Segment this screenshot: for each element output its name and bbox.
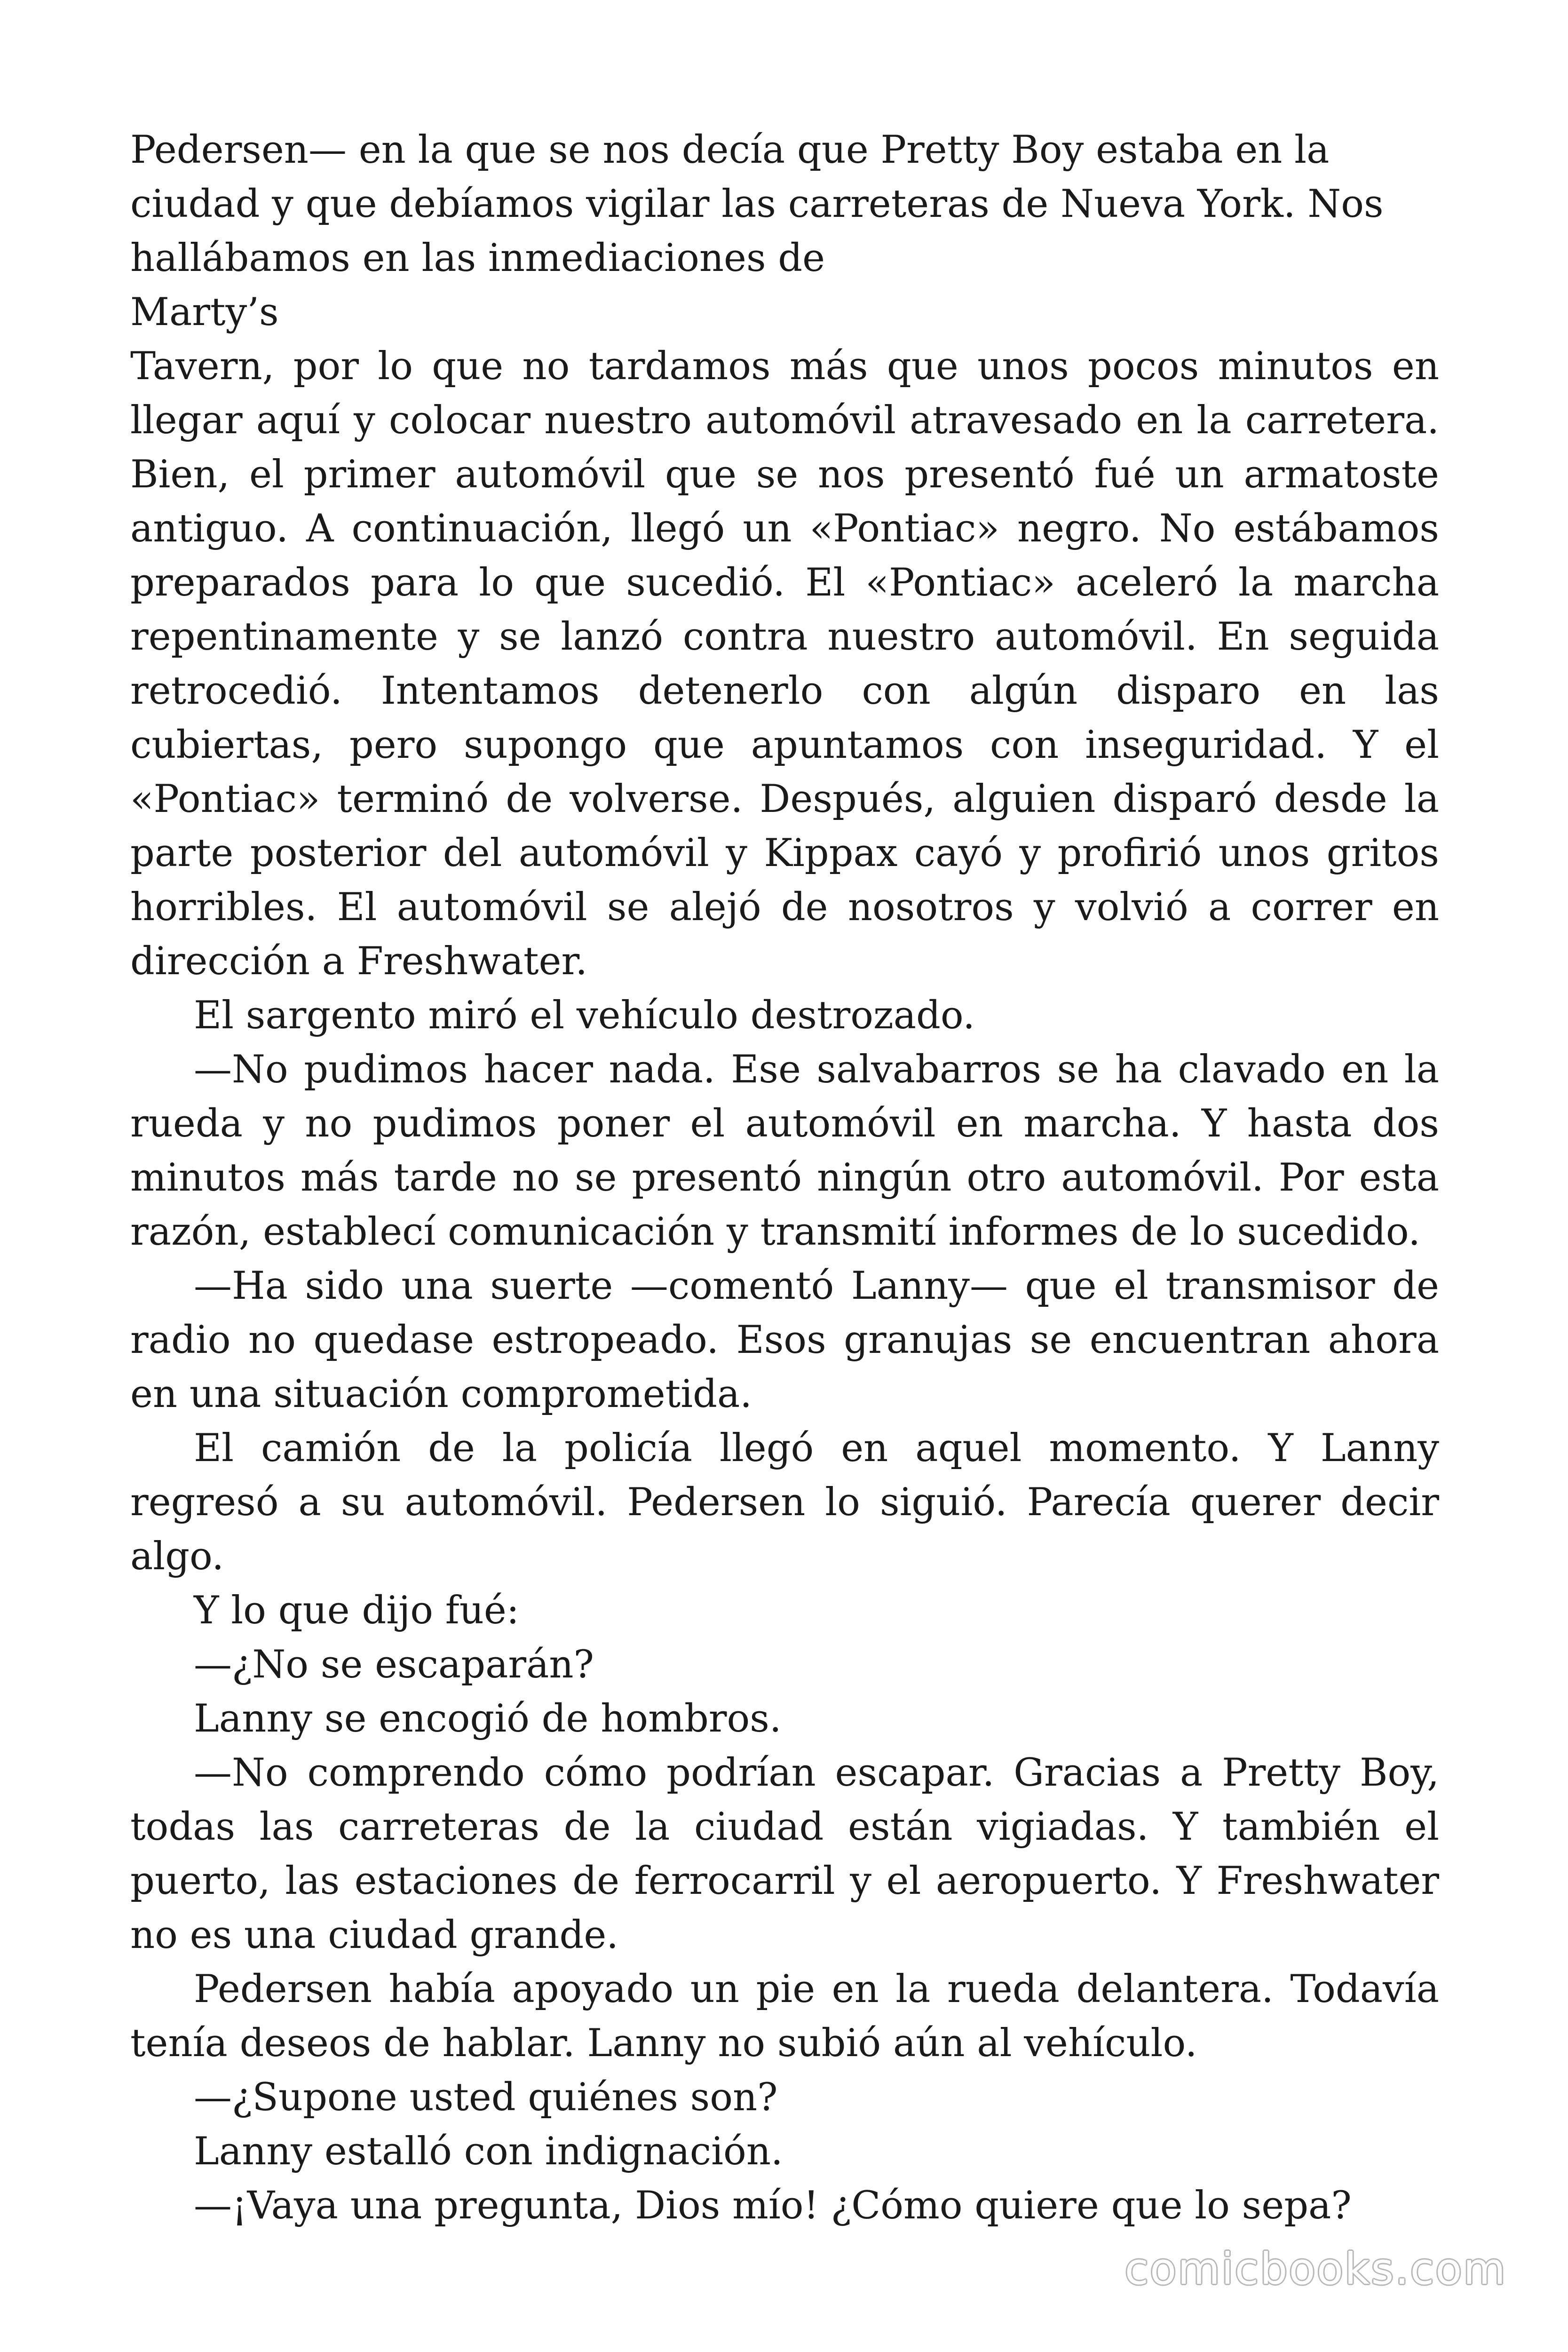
paragraph-4: El sargento miró el vehículo destrozado.: [194, 993, 975, 1038]
paragraph-7: El camión de la policía llegó en aquel momento. Y Lanny regresó a su automóvil. Pedersen lo siguió. Parecía querer decir algo.: [130, 1426, 1439, 1579]
paragraph-10: Lanny se encogió de hombros.: [194, 1697, 782, 1741]
paragraph-3: Tavern, por lo que no tardamos más que unos pocos minutos en llegar aquí y colocar nuestro automóvil atravesado en la carretera. Bien, el primer automóvil que se nos presentó fué un armatoste antiguo. A continuación, llegó un «Pontiac» negro. No estábamos preparados para lo que sucedió. El «Pontiac» aceleró la marcha repentinamente y se lanzó contra nuestro automóvil. En seguida retrocedió. Intentamos detenerlo con algún disparo en las cubiertas, pero supongo que apuntamos con inseguridad. Y el «Pontiac» terminó de volverse. Después, alguien disparó desde la parte posterior del automóvil y Kippax cayó y profirió unos gritos horribles. El automóvil se alejó de nosotros y volvió a correr en dirección a Freshwater.: [130, 344, 1439, 984]
paragraph-11: —No comprendo cómo podrían escapar. Gracias a Pretty Boy, todas las carreteras de la ciudad están vigiadas. Y también el puerto, las estaciones de ferrocarril y el aeropuerto. Y Freshwater no es una ciudad grande.: [130, 1751, 1439, 1957]
paragraph-8: Y lo que dijo fué:: [194, 1589, 520, 1633]
paragraph-12: Pedersen había apoyado un pie en la rueda delantera. Todavía tenía deseos de hablar. Lanny no subió aún al vehículo.: [130, 1967, 1439, 2066]
paragraph-14: Lanny estalló con indignación.: [194, 2130, 783, 2174]
body-text: [130, 123, 1439, 2233]
paragraph-1: Pedersen— en la que se nos decía que Pretty Boy estaba en la ciudad y que debíamos vigilar las carreteras de Nueva York. Nos hallábamos en las inmediaciones de: [130, 128, 1384, 280]
paragraph-6: —Ha sido una suerte —comentó Lanny— que el transmisor de radio no quedase estropeado. Esos granujas se encuentran ahora en una situación comprometida.: [130, 1264, 1439, 1416]
watermark: comicbooks.com: [1125, 2244, 1507, 2294]
paragraph-15: —¡Vaya una pregunta, Dios mío! ¿Cómo quiere que lo sepa?: [194, 2184, 1352, 2228]
paragraph-9: —¿No se escaparán?: [194, 1643, 594, 1687]
paragraph-2: Marty’s: [130, 290, 279, 334]
paragraph-13: —¿Supone usted quiénes son?: [194, 2075, 778, 2120]
paragraph-5: —No pudimos hacer nada. Ese salvabarros se ha clavado en la rueda y no pudimos poner el automóvil en marcha. Y hasta dos minutos más tarde no se presentó ningún otro automóvil. Por esta razón, establecí comunicación y transmití informes de lo sucedido.: [130, 1048, 1439, 1254]
